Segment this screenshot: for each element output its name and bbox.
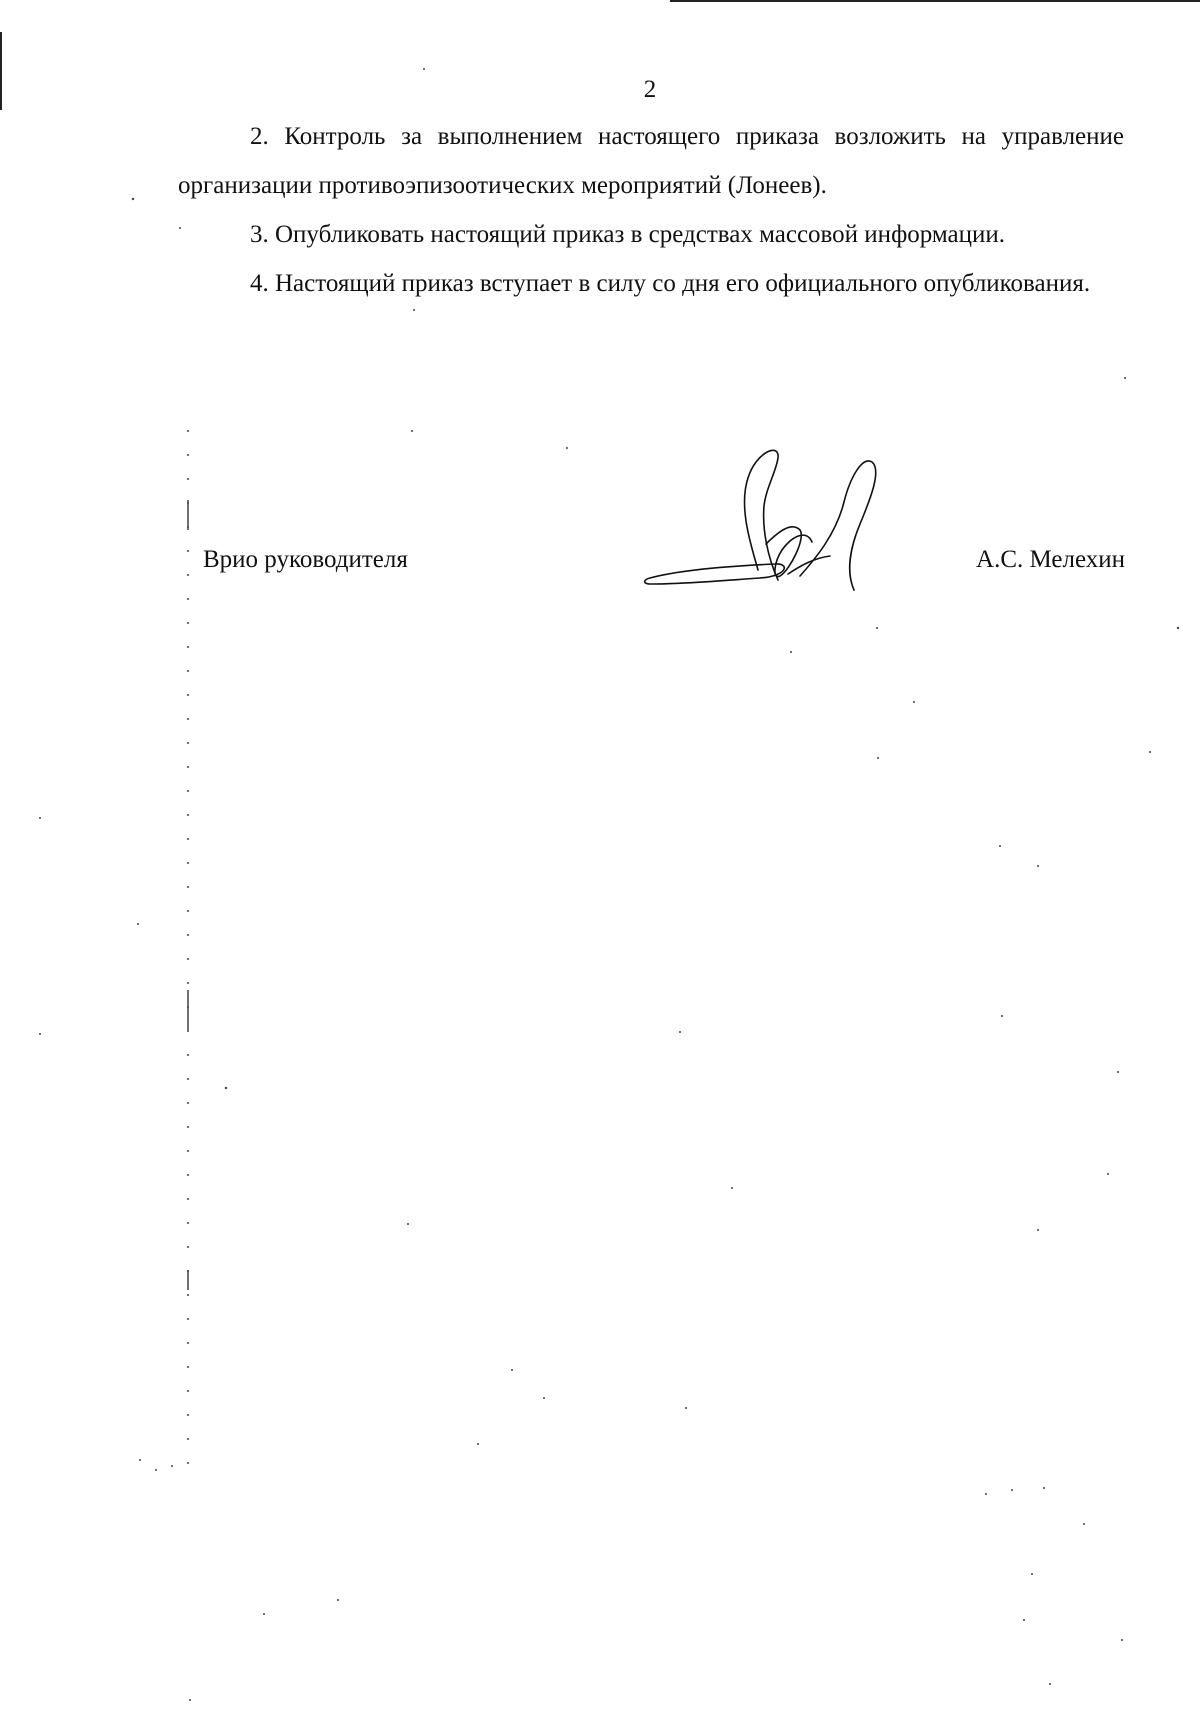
signer-name: А.С. Мелехин: [976, 546, 1125, 573]
signer-position: Врио руководителя: [203, 546, 408, 573]
page-number: 2: [643, 76, 657, 103]
paragraph-item-2: 2. Контроль за выполнением настоящего приказа возложить на управление организации противоэпизоотических мероприятий (Лонеев).: [178, 123, 1124, 199]
paragraph-item-3: 3. Опубликовать настоящий приказ в средствах массовой информации.: [250, 221, 1006, 248]
binding-dotted-line: [186, 430, 190, 1470]
paragraph-item-4: 4. Настоящий приказ вступает в силу со дня его официального опубликования.: [250, 270, 1091, 297]
scan-edge-top: [670, 0, 1200, 2]
handwritten-signature: [640, 438, 900, 598]
